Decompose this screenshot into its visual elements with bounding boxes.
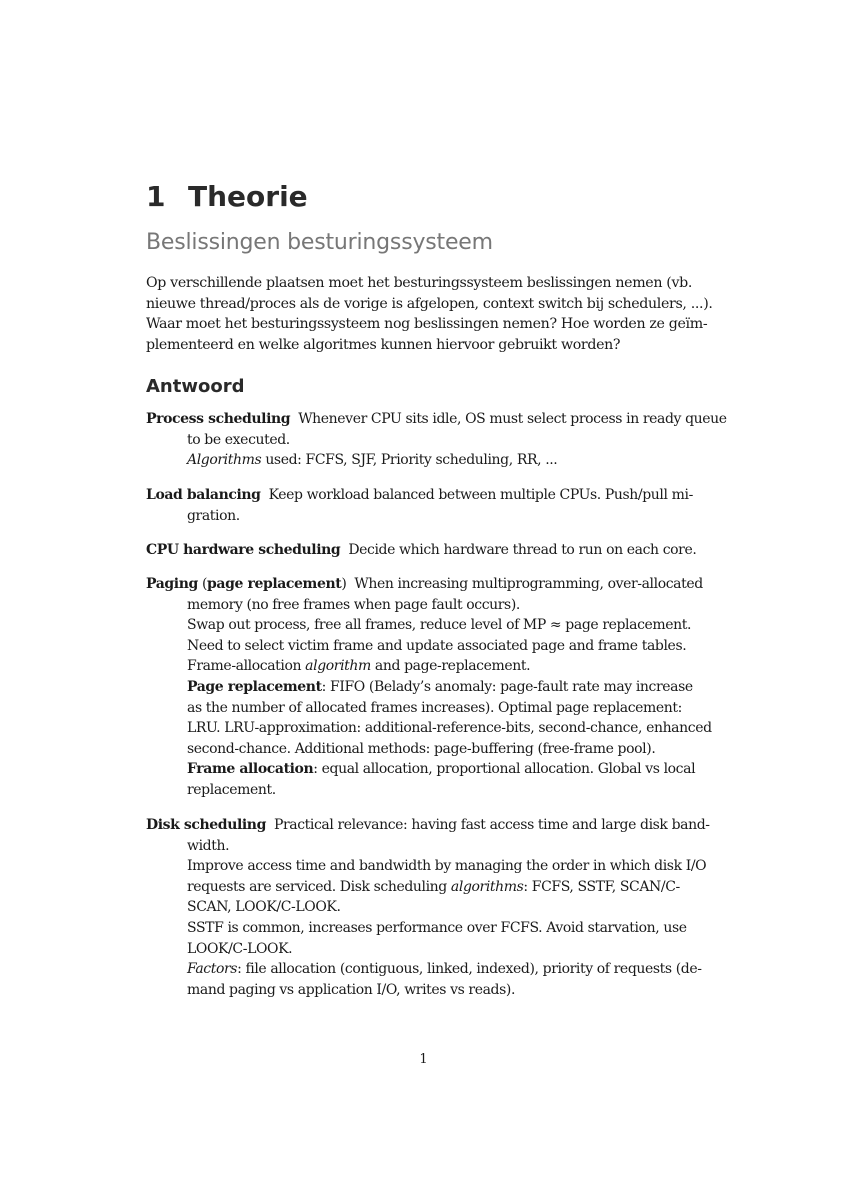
term-process-scheduling: Process scheduling — [146, 411, 291, 427]
chapter-number: 1 — [146, 180, 166, 213]
frame-allocation-label: Frame allocation — [187, 761, 314, 778]
paren: ( — [197, 576, 208, 592]
entry-text: width. — [187, 837, 230, 854]
page-replacement-label: Page replacement — [187, 678, 322, 695]
answer-heading: Antwoord — [146, 376, 245, 397]
entry-disk-scheduling — [146, 815, 731, 1000]
entry-cpu-hardware-scheduling — [146, 540, 731, 561]
entry-text: second-chance. Additional methods: page-buffering (free-frame pool). — [187, 740, 656, 757]
algorithm-label: algorithm — [305, 658, 371, 675]
algorithms-label: Algorithms — [187, 452, 262, 469]
intro-line: nieuwe thread/proces als de vorige is afgelopen, context switch bij schedulers, ...). — [146, 295, 713, 312]
chapter-heading — [146, 180, 308, 213]
entry-text: as the number of allocated frames increases). Optimal page replacement: — [187, 699, 682, 716]
entry-text: Practical relevance: having fast access time and large disk band- — [273, 817, 710, 833]
factors-label: Factors — [187, 961, 238, 978]
term-paging: Paging — [146, 576, 198, 592]
paren: ) — [341, 576, 347, 592]
entry-text: Decide which hardware thread to run on each core. — [348, 542, 697, 558]
entry-text: used: FCFS, SJF, Priority scheduling, RR, ... — [261, 452, 558, 469]
entry-text: Frame-allocation — [187, 658, 306, 675]
entry-text: : file allocation (contiguous, linked, indexed), priority of requests (de- — [237, 961, 702, 978]
term-page-replacement: page replacement — [207, 576, 342, 592]
entry-load-balancing — [146, 485, 731, 526]
intro-line: plementeerd en welke algoritmes kunnen hiervoor gebruikt worden? — [146, 336, 621, 353]
entry-text: Improve access time and bandwidth by managing the order in which disk I/O — [187, 858, 707, 875]
algorithms-label: algorithms — [450, 878, 524, 895]
entry-text: memory (no free frames when page fault occurs). — [187, 596, 520, 613]
entry-text: gration. — [187, 507, 240, 524]
entry-text: to be executed. — [187, 431, 290, 448]
intro-paragraph — [146, 273, 713, 355]
term-load-balancing: Load balancing — [146, 487, 261, 503]
entry-text: requests are serviced. Disk scheduling — [187, 878, 451, 895]
entry-text: Keep workload balanced between multiple CPUs. Push/pull mi- — [268, 487, 693, 503]
entry-text: Whenever CPU sits idle, OS must select process in ready queue — [298, 411, 727, 427]
entry-process-scheduling — [146, 409, 731, 471]
intro-line: Waar moet het besturingssysteem nog beslissingen nemen? Hoe worden ze geïm- — [146, 316, 708, 333]
entry-paging — [146, 574, 731, 801]
entry-text: SSTF is common, increases performance over FCFS. Avoid starvation, use — [187, 919, 687, 936]
entry-text: : FIFO (Belady’s anomaly: page-fault rate may increase — [321, 678, 693, 695]
entry-text: LOOK/C-LOOK. — [187, 940, 293, 957]
entry-text: mand paging vs application I/O, writes vs reads). — [187, 981, 516, 998]
entry-text: LRU. LRU-approximation: additional-reference-bits, second-chance, enhanced — [187, 720, 712, 737]
entry-text: : FCFS, SSTF, SCAN/C- — [523, 878, 680, 895]
entry-text: Swap out process, free all frames, reduce level of MP ≈ page replacement. — [187, 617, 692, 634]
entry-text: SCAN, LOOK/C-LOOK. — [187, 899, 341, 916]
entry-text: : equal allocation, proportional allocation. Global vs local — [313, 761, 696, 778]
term-cpu-hardware-scheduling: CPU hardware scheduling — [146, 542, 341, 558]
entry-text: When increasing multiprogramming, over-allocated — [354, 576, 703, 592]
entry-text: and page-replacement. — [370, 658, 531, 675]
page-number: 1 — [419, 1052, 428, 1067]
entry-text: replacement. — [187, 781, 276, 798]
term-disk-scheduling: Disk scheduling — [146, 817, 266, 833]
intro-line: Op verschillende plaatsen moet het besturingssysteem beslissingen nemen (vb. — [146, 275, 693, 291]
entry-text: Need to select victim frame and update associated page and frame tables. — [187, 637, 687, 654]
chapter-title: Theorie — [188, 180, 308, 213]
section-title: Beslissingen besturingssysteem — [146, 230, 493, 255]
